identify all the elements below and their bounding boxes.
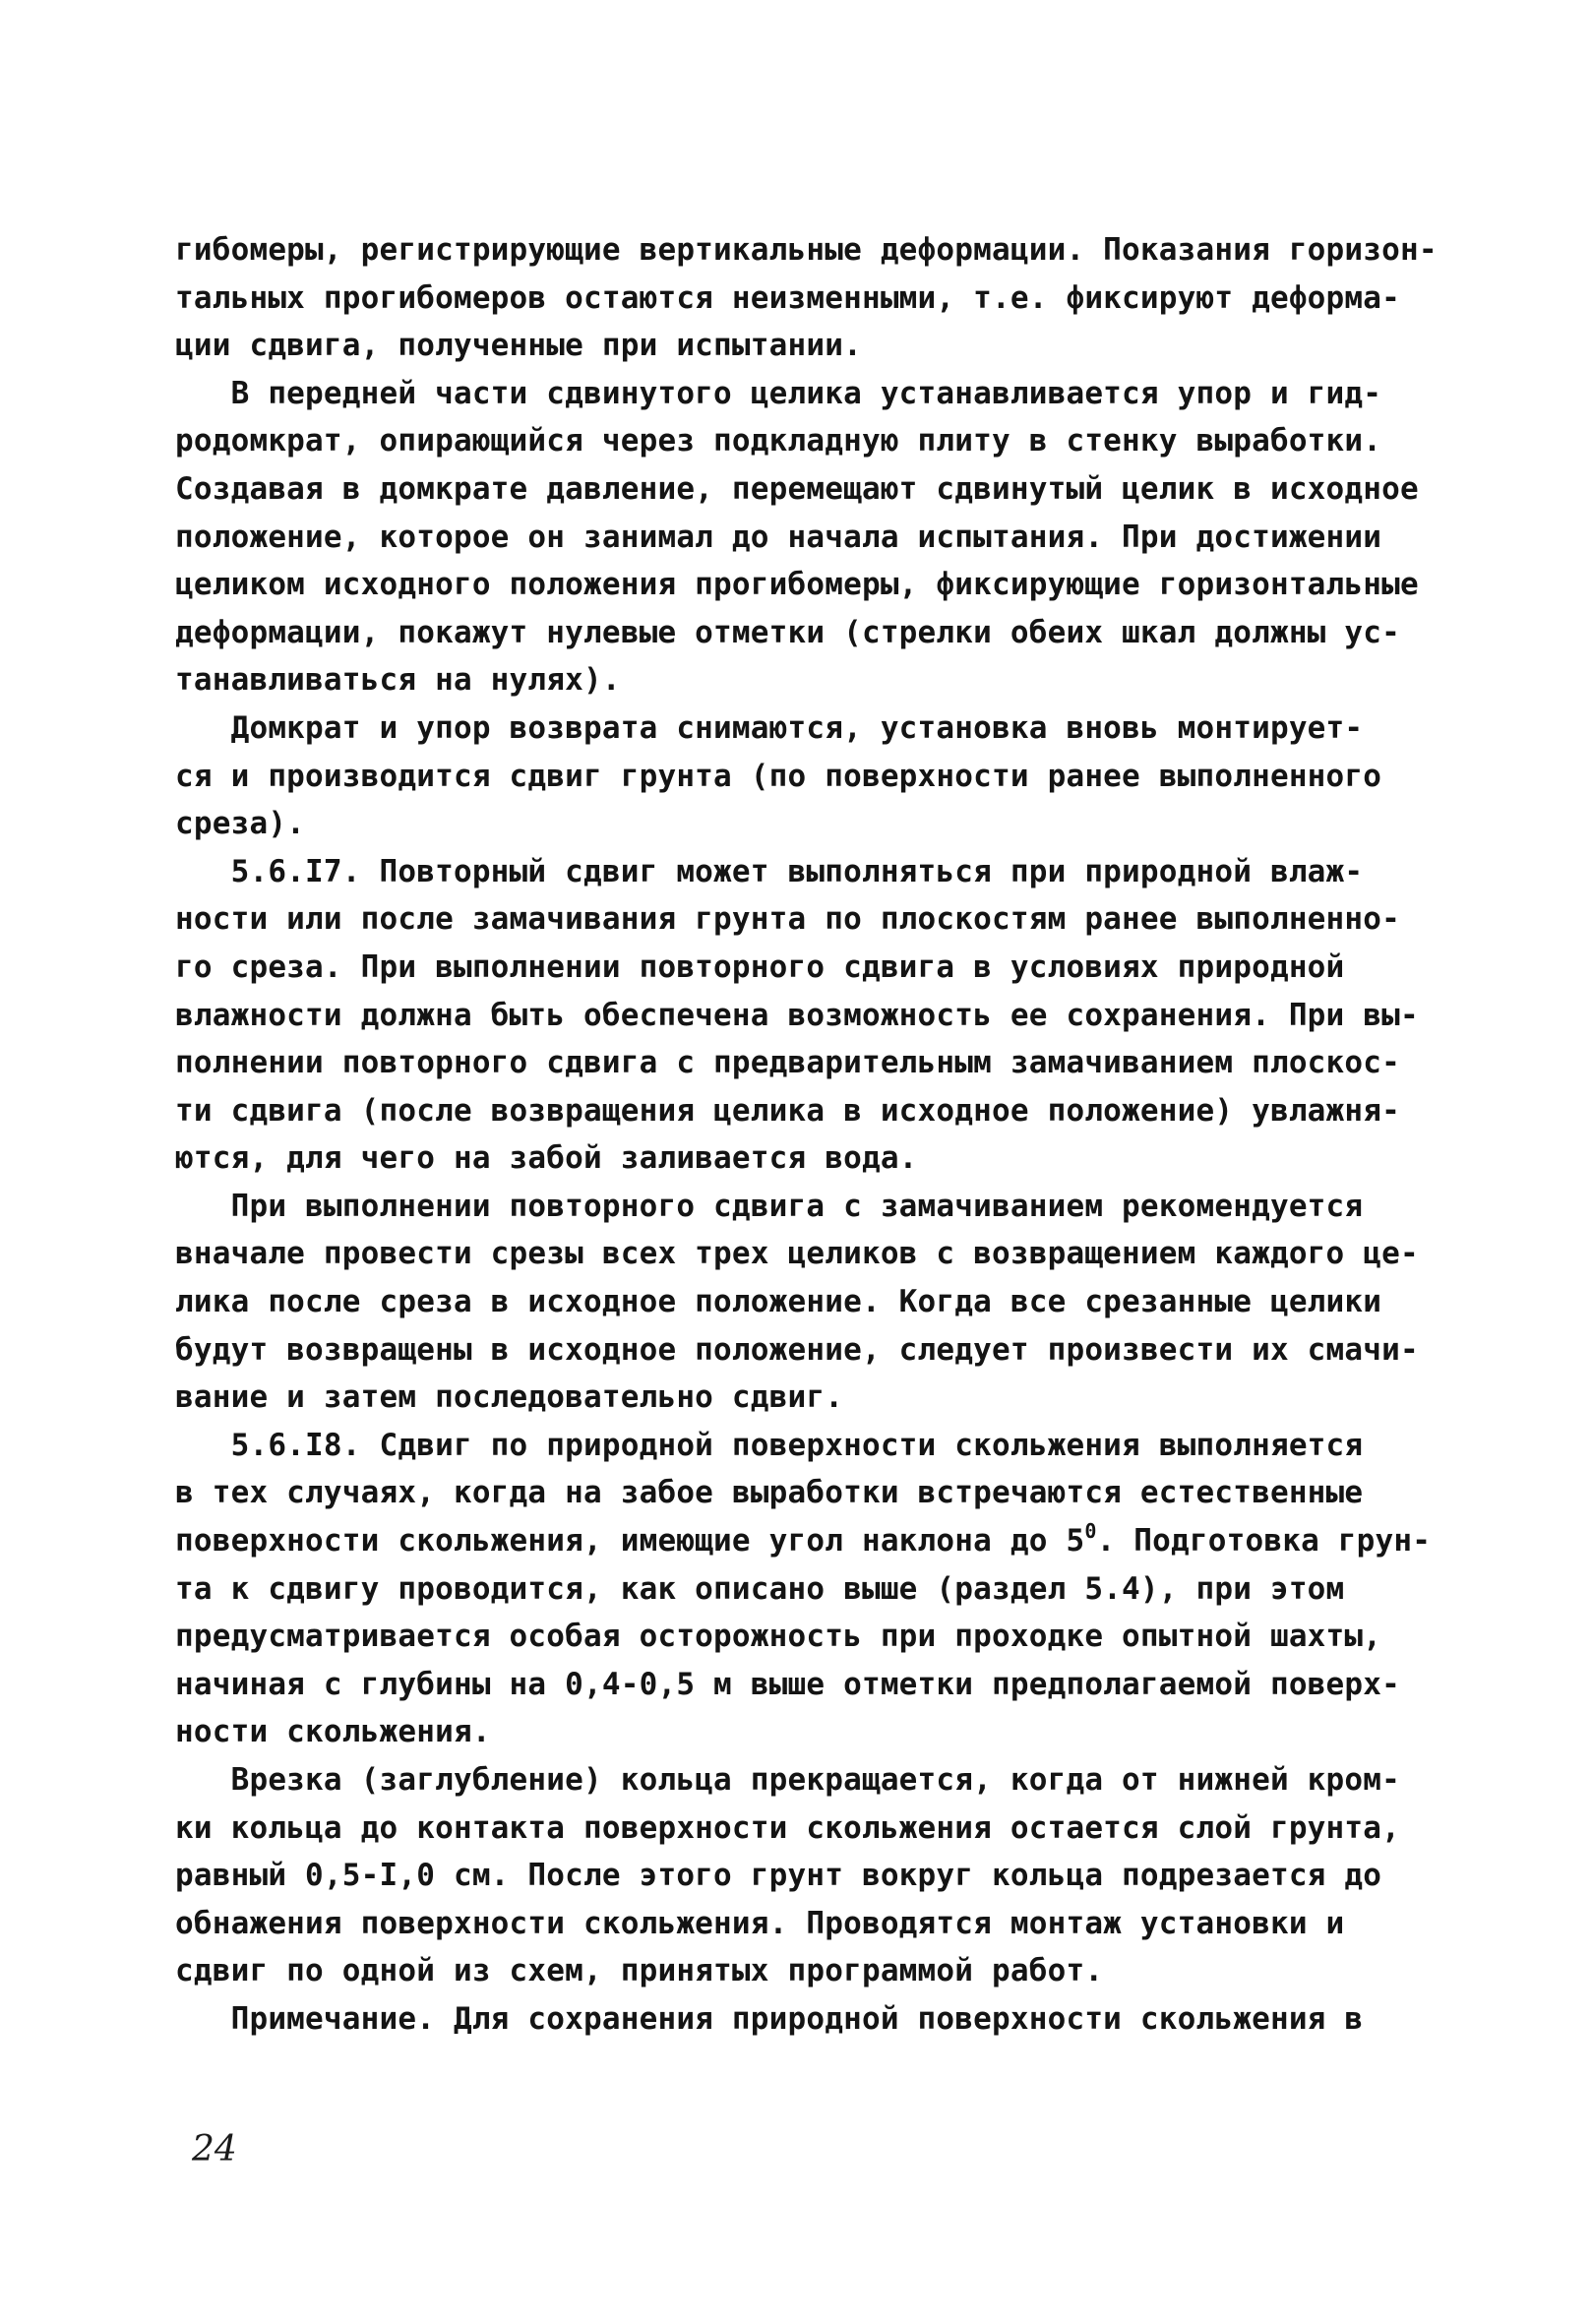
text-line-with-superscript <box>175 1517 1454 1565</box>
text-line: деформации, покажут нулевые отметки (стрелки обеих шкал должны ус- <box>175 614 1400 650</box>
text-line: ции сдвига, полученные при испытании. <box>175 328 862 364</box>
text-line: ся и производится сдвиг грунта (по поверхности ранее выполненного <box>175 758 1382 794</box>
text-line: положение, которое он занимал до начала испытания. При достижении <box>175 519 1382 555</box>
text-line: Создавая в домкрате давление, перемещают сдвинутый целик в исходное <box>175 470 1419 507</box>
text-line: тальных прогибомеров остаются неизменными, т.е. фиксируют деформа- <box>175 279 1400 316</box>
text-line: полнении повторного сдвига с предварительным замачиванием плоскос- <box>175 1045 1400 1081</box>
text-line: Примечание. Для сохранения природной поверхности скольжения в <box>175 2000 1364 2037</box>
text-line: вначале провести срезы всех трех целиков с возвращением каждого це- <box>175 1236 1419 1272</box>
text-line: родомкрат, опирающийся через подкладную плиту в стенку выработки. <box>175 423 1382 459</box>
text-line: влажности должна быть обеспечена возможность ее сохранения. При вы- <box>175 997 1419 1033</box>
text-fragment: . Подготовка грун- <box>1096 1523 1432 1560</box>
text-line: ности скольжения. <box>175 1714 491 1750</box>
text-line: среза). <box>175 806 306 842</box>
text-line: Врезка (заглубление) кольца прекращается, когда от нижней кром- <box>175 1762 1400 1798</box>
text-line: Домкрат и упор возврата снимаются, установка вновь монтирует- <box>175 709 1364 746</box>
text-line: го среза. При выполнении повторного сдвига в условиях природной <box>175 948 1345 985</box>
text-line: ности или после замачивания грунта по плоскостям ранее выполненно- <box>175 901 1400 938</box>
page-number: 24 <box>192 2129 237 2170</box>
degree-superscript: 0 <box>1084 1519 1097 1544</box>
text-line: ются, для чего на забой заливается вода. <box>175 1140 918 1177</box>
text-line: будут возвращены в исходное положение, следует произвести их смачи- <box>175 1331 1419 1368</box>
text-line: 5.6.I8. Сдвиг по природной поверхности скольжения выполняется <box>175 1427 1364 1463</box>
text-line: начиная с глубины на 0,4-0,5 м выше отметки предполагаемой поверх- <box>175 1666 1400 1702</box>
text-line: ки кольца до контакта поверхности скольжения остается слой грунта, <box>175 1809 1400 1846</box>
text-line: гибомеры, регистрирующие вертикальные деформации. Показания горизон- <box>175 232 1438 268</box>
text-fragment: поверхности скольжения, имеющие угол наклона до 5 <box>175 1523 1085 1560</box>
text-line: При выполнении повторного сдвига с замачиванием рекомендуется <box>175 1188 1364 1224</box>
text-line: сдвиг по одной из схем, принятых программой работ. <box>175 1953 1104 1989</box>
text-line: обнажения поверхности скольжения. Проводятся монтаж установки и <box>175 1905 1345 1941</box>
text-line: в тех случаях, когда на забое выработки встречаются естественные <box>175 1475 1364 1511</box>
text-line: лика после среза в исходное положение. Когда все срезанные целики <box>175 1284 1382 1320</box>
text-line: 5.6.I7. Повторный сдвиг может выполняться при природной влаж- <box>175 853 1364 889</box>
text-line: ти сдвига (после возвращения целика в исходное положение) увлажня- <box>175 1092 1400 1129</box>
text-line: равный 0,5-I,0 см. После этого грунт вокруг кольца подрезается до <box>175 1858 1382 1894</box>
text-line: танавливаться на нулях). <box>175 662 621 699</box>
text-line: целиком исходного положения прогибомеры, фиксирующие горизонтальные <box>175 567 1419 603</box>
text-line: вание и затем последовательно сдвиг. <box>175 1379 844 1416</box>
text-line: та к сдвигу проводится, как описано выше (раздел 5.4), при этом <box>175 1570 1345 1607</box>
text-line: предусматривается особая осторожность при проходке опытной шахты, <box>175 1619 1382 1655</box>
text-line: В передней части сдвинутого целика устанавливается упор и гид- <box>175 375 1382 411</box>
body-text <box>175 226 1454 2044</box>
